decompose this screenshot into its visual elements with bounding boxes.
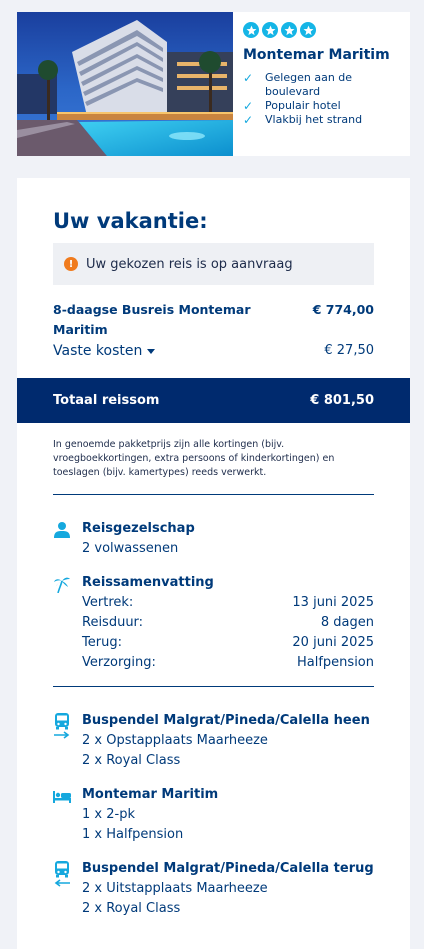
total-price: € 801,50: [310, 393, 374, 408]
accommodation-title: Montemar Maritim: [82, 787, 219, 802]
price-disclaimer: In genoemde pakketprijs zijn alle kortingen (bijv. vroegboekkortingen, extra persoons of kinderkortingen) en toeslagen (bijv. kamertypes) reeds verwerkt.: [53, 439, 335, 478]
notice-text: Uw gekozen reis is op aanvraag: [86, 256, 293, 272]
check-icon: ✓: [243, 71, 254, 85]
usp-item: ✓ Vlakbij het strand: [243, 113, 363, 127]
palm-tree-icon: [53, 575, 71, 593]
hotel-info: [233, 12, 410, 156]
usp-item: ✓ Populair hotel: [243, 99, 341, 113]
check-icon: ✓: [243, 113, 254, 127]
bus-arrow-left-icon: [53, 861, 71, 887]
bus-arrow-right-icon: [53, 713, 71, 739]
accommodation-section: [53, 785, 374, 845]
star-icon: [262, 22, 278, 38]
divider: [53, 494, 374, 495]
party-text: 2 volwassenen: [82, 541, 179, 556]
return-line: 2 x Uitstapplaats Maarheeze: [82, 881, 268, 896]
bed-icon: [53, 787, 71, 805]
overview-title: Reissamenvatting: [82, 575, 214, 590]
outbound-line: 2 x Opstapplaats Maarheeze: [82, 733, 268, 748]
usp-item: ✓ Gelegen aan de boulevard: [243, 71, 353, 98]
return-line: 2 x Royal Class: [82, 901, 181, 916]
hotel-usp-list: [243, 71, 410, 127]
return-transfer-section: [53, 859, 374, 919]
accommodation-line: 1 x 2-pk: [82, 807, 135, 822]
hotel-name[interactable]: Montemar Maritim: [243, 47, 390, 63]
info-icon: !: [64, 257, 78, 271]
fixed-costs-label: Vaste kosten: [53, 343, 143, 359]
party-section: [53, 519, 374, 559]
overview-section: [53, 573, 374, 673]
hotel-photo[interactable]: [17, 12, 233, 156]
booking-summary: [17, 178, 410, 949]
overview-row-departure: Vertrek: 13 juni 2025: [82, 595, 374, 610]
overview-row-return: Terug: 20 juni 2025: [82, 635, 374, 650]
star-icon: [281, 22, 297, 38]
on-request-notice: [53, 243, 374, 285]
fixed-costs-price: € 27,50: [324, 343, 374, 358]
overview-row-duration: Reisduur: 8 dagen: [82, 615, 374, 630]
check-icon: ✓: [243, 99, 254, 113]
trip-label: 8-daagse Busreis Montemar Maritim: [53, 302, 251, 337]
outbound-line: 2 x Royal Class: [82, 753, 181, 768]
star-icon: [300, 22, 316, 38]
divider: [53, 686, 374, 687]
summary-title: Uw vakantie:: [53, 209, 208, 233]
hotel-photo-illustration: [17, 12, 233, 156]
total-label: Totaal reissom: [53, 393, 160, 408]
accommodation-line: 1 x Halfpension: [82, 827, 184, 842]
star-icon: [243, 22, 259, 38]
trip-price: € 774,00: [312, 302, 374, 317]
person-icon: [53, 521, 71, 539]
outbound-transfer-section: [53, 711, 374, 771]
return-title: Buspendel Malgrat/Pineda/Calella terug: [82, 861, 374, 876]
caret-down-icon: [147, 349, 155, 354]
hotel-card[interactable]: [17, 12, 410, 156]
overview-row-board: Verzorging: Halfpension: [82, 655, 374, 670]
hotel-stars: [243, 20, 410, 40]
trip-price-line: [53, 300, 374, 340]
outbound-title: Buspendel Malgrat/Pineda/Calella heen: [82, 713, 370, 728]
fixed-costs-toggle[interactable]: [53, 341, 155, 361]
fixed-costs-line: [53, 341, 374, 361]
total-bar: [17, 378, 410, 423]
party-title: Reisgezelschap: [82, 521, 195, 536]
